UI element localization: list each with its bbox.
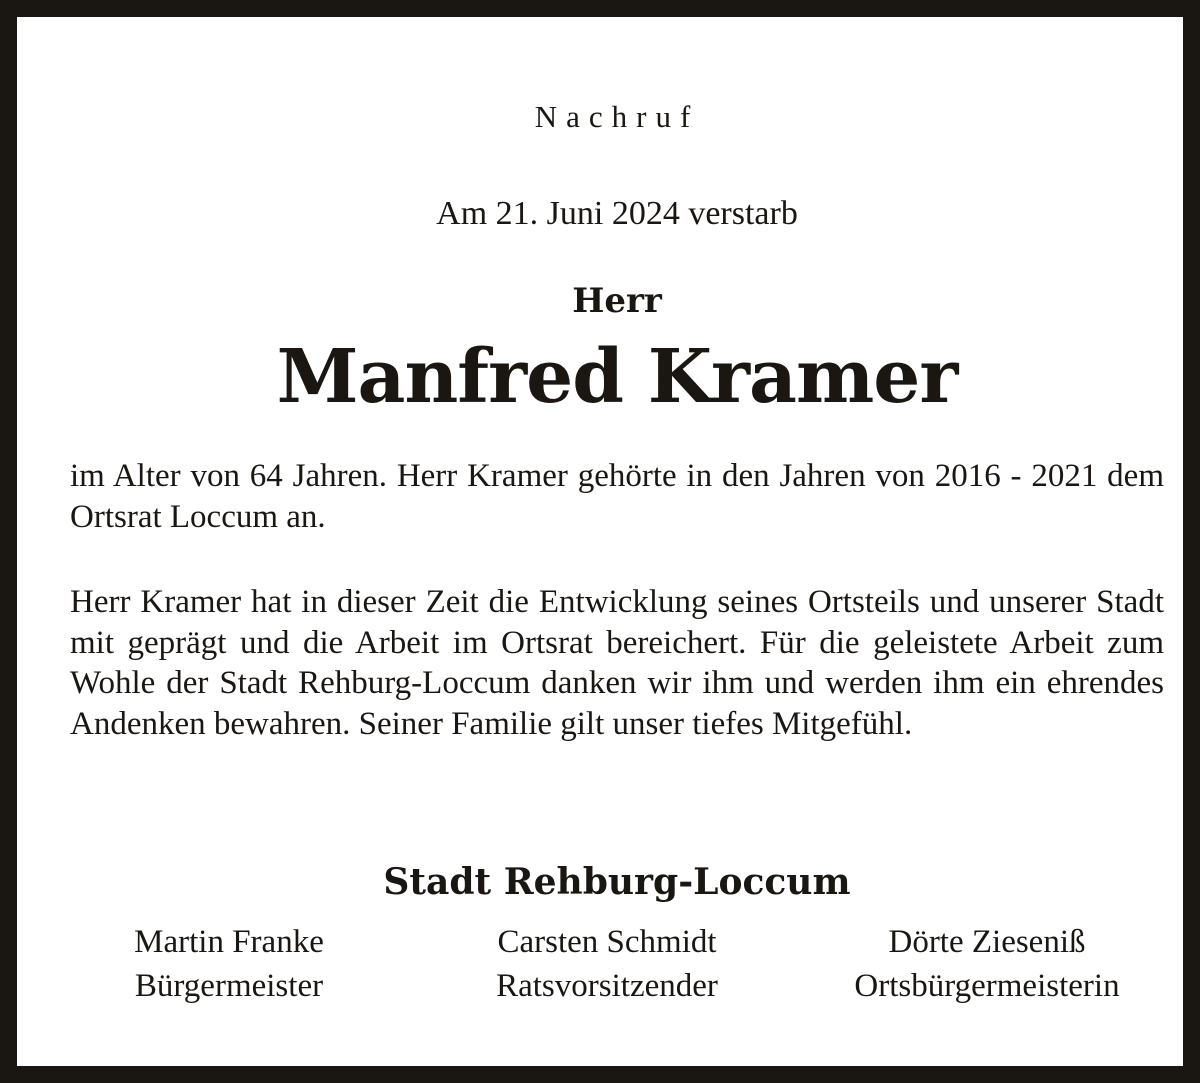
paragraph-age-tenure: im Alter von 64 Jahren. Herr Kramer gehörte in den Jahren von 2016 - 2021 dem Ortsrat Loccum an.: [70, 458, 1164, 535]
signer-council-chair: [447, 920, 767, 1008]
death-date-line: Am 21. Juni 2024 verstarb: [436, 195, 798, 232]
signer-title: Ratsvorsitzender: [496, 968, 718, 1004]
signer-mayor: [79, 920, 379, 1008]
notice-heading: Nachruf: [534, 99, 700, 134]
salutation: Herr: [572, 281, 662, 321]
signer-name: Martin Franke: [134, 924, 324, 960]
paragraph-tribute: Herr Kramer hat in dieser Zeit die Entwicklung seines Ortsteils und unserer Stadt mit geprägt und die Arbeit im Ortsrat bereichert. Für die geleistete Arbeit zum Wohle der Stadt Rehburg-Loccum danken wir ihm und werden ihm ein ehrendes Andenken bewahren. Seiner Familie gilt unser tiefes Mitgefühl.: [70, 584, 1164, 742]
organization-name: Stadt Rehburg-Loccum: [383, 861, 851, 903]
signer-title: Bürgermeister: [134, 968, 324, 1004]
signer-title: Ortsbürgermeisterin: [854, 968, 1120, 1004]
signer-local-mayor: [797, 920, 1177, 1008]
deceased-name: Manfred Kramer: [276, 334, 958, 420]
signer-name: Carsten Schmidt: [497, 924, 717, 960]
signer-name: Dörte Zieseniß: [888, 924, 1086, 960]
